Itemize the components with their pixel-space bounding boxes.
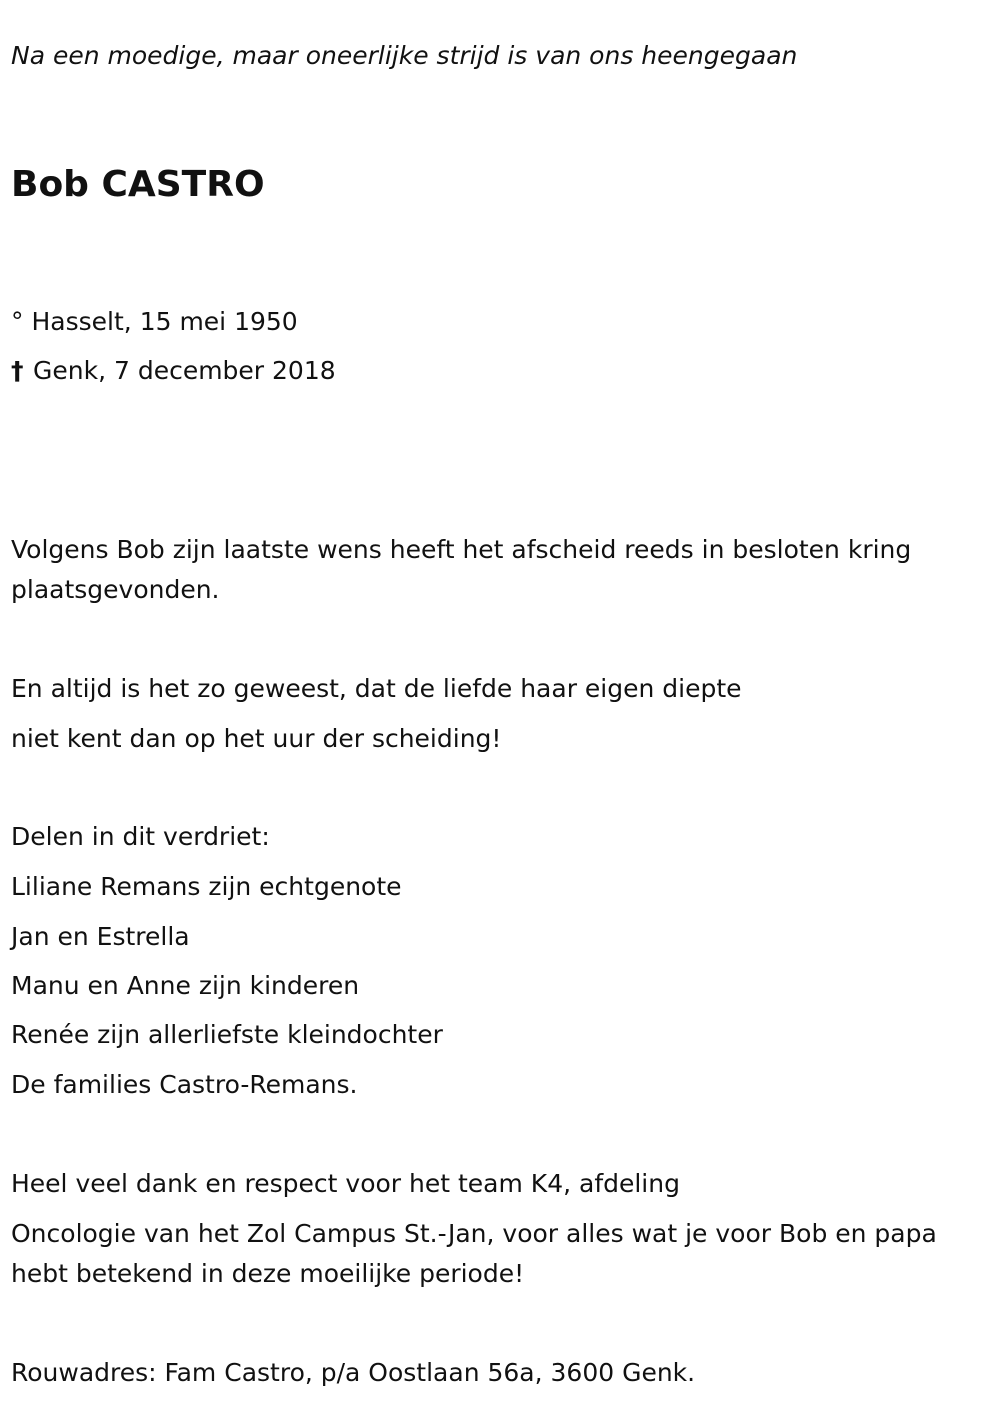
farewell-paragraph: Volgens Bob zijn laatste wens heeft het afscheid reeds in besloten kring plaatsgevonden. [11,535,912,604]
intro-text: Na een moedige, maar oneerlijke strijd is van ons heengegaan [11,41,798,70]
quote-line-1: En altijd is het zo geweest, dat de liefde haar eigen diepte [11,674,742,703]
mourner-line-1: Liliane Remans zijn echtgenote [11,872,402,901]
death-details: Genk, 7 december 2018 [33,356,336,385]
mourners-heading: Delen in dit verdriet: [11,822,270,851]
deceased-name: Bob CASTRO [11,164,265,205]
thanks-line-1: Heel veel dank en respect voor het team K4, afdeling [11,1169,680,1198]
mourner-line-2: Jan en Estrella [11,922,190,951]
mourner-line-4: Renée zijn allerliefste kleindochter [11,1020,443,1049]
cross-icon: † [11,356,24,385]
birth-line [11,302,298,342]
mourner-line-5: De families Castro-Remans. [11,1070,358,1099]
birth-details: Hasselt, 15 mei 1950 [31,307,298,336]
thanks-line-2: Oncologie van het Zol Campus St.-Jan, voor alles wat je voor Bob en papa hebt betekend in deze moeilijke periode! [11,1219,937,1288]
mourner-line-3: Manu en Anne zijn kinderen [11,971,360,1000]
address-line: Rouwadres: Fam Castro, p/a Oostlaan 56a, 3600 Genk. [11,1358,696,1387]
death-line [11,351,336,391]
quote-line-2: niet kent dan op het uur der scheiding! [11,724,502,753]
birth-symbol: ° [11,307,24,336]
